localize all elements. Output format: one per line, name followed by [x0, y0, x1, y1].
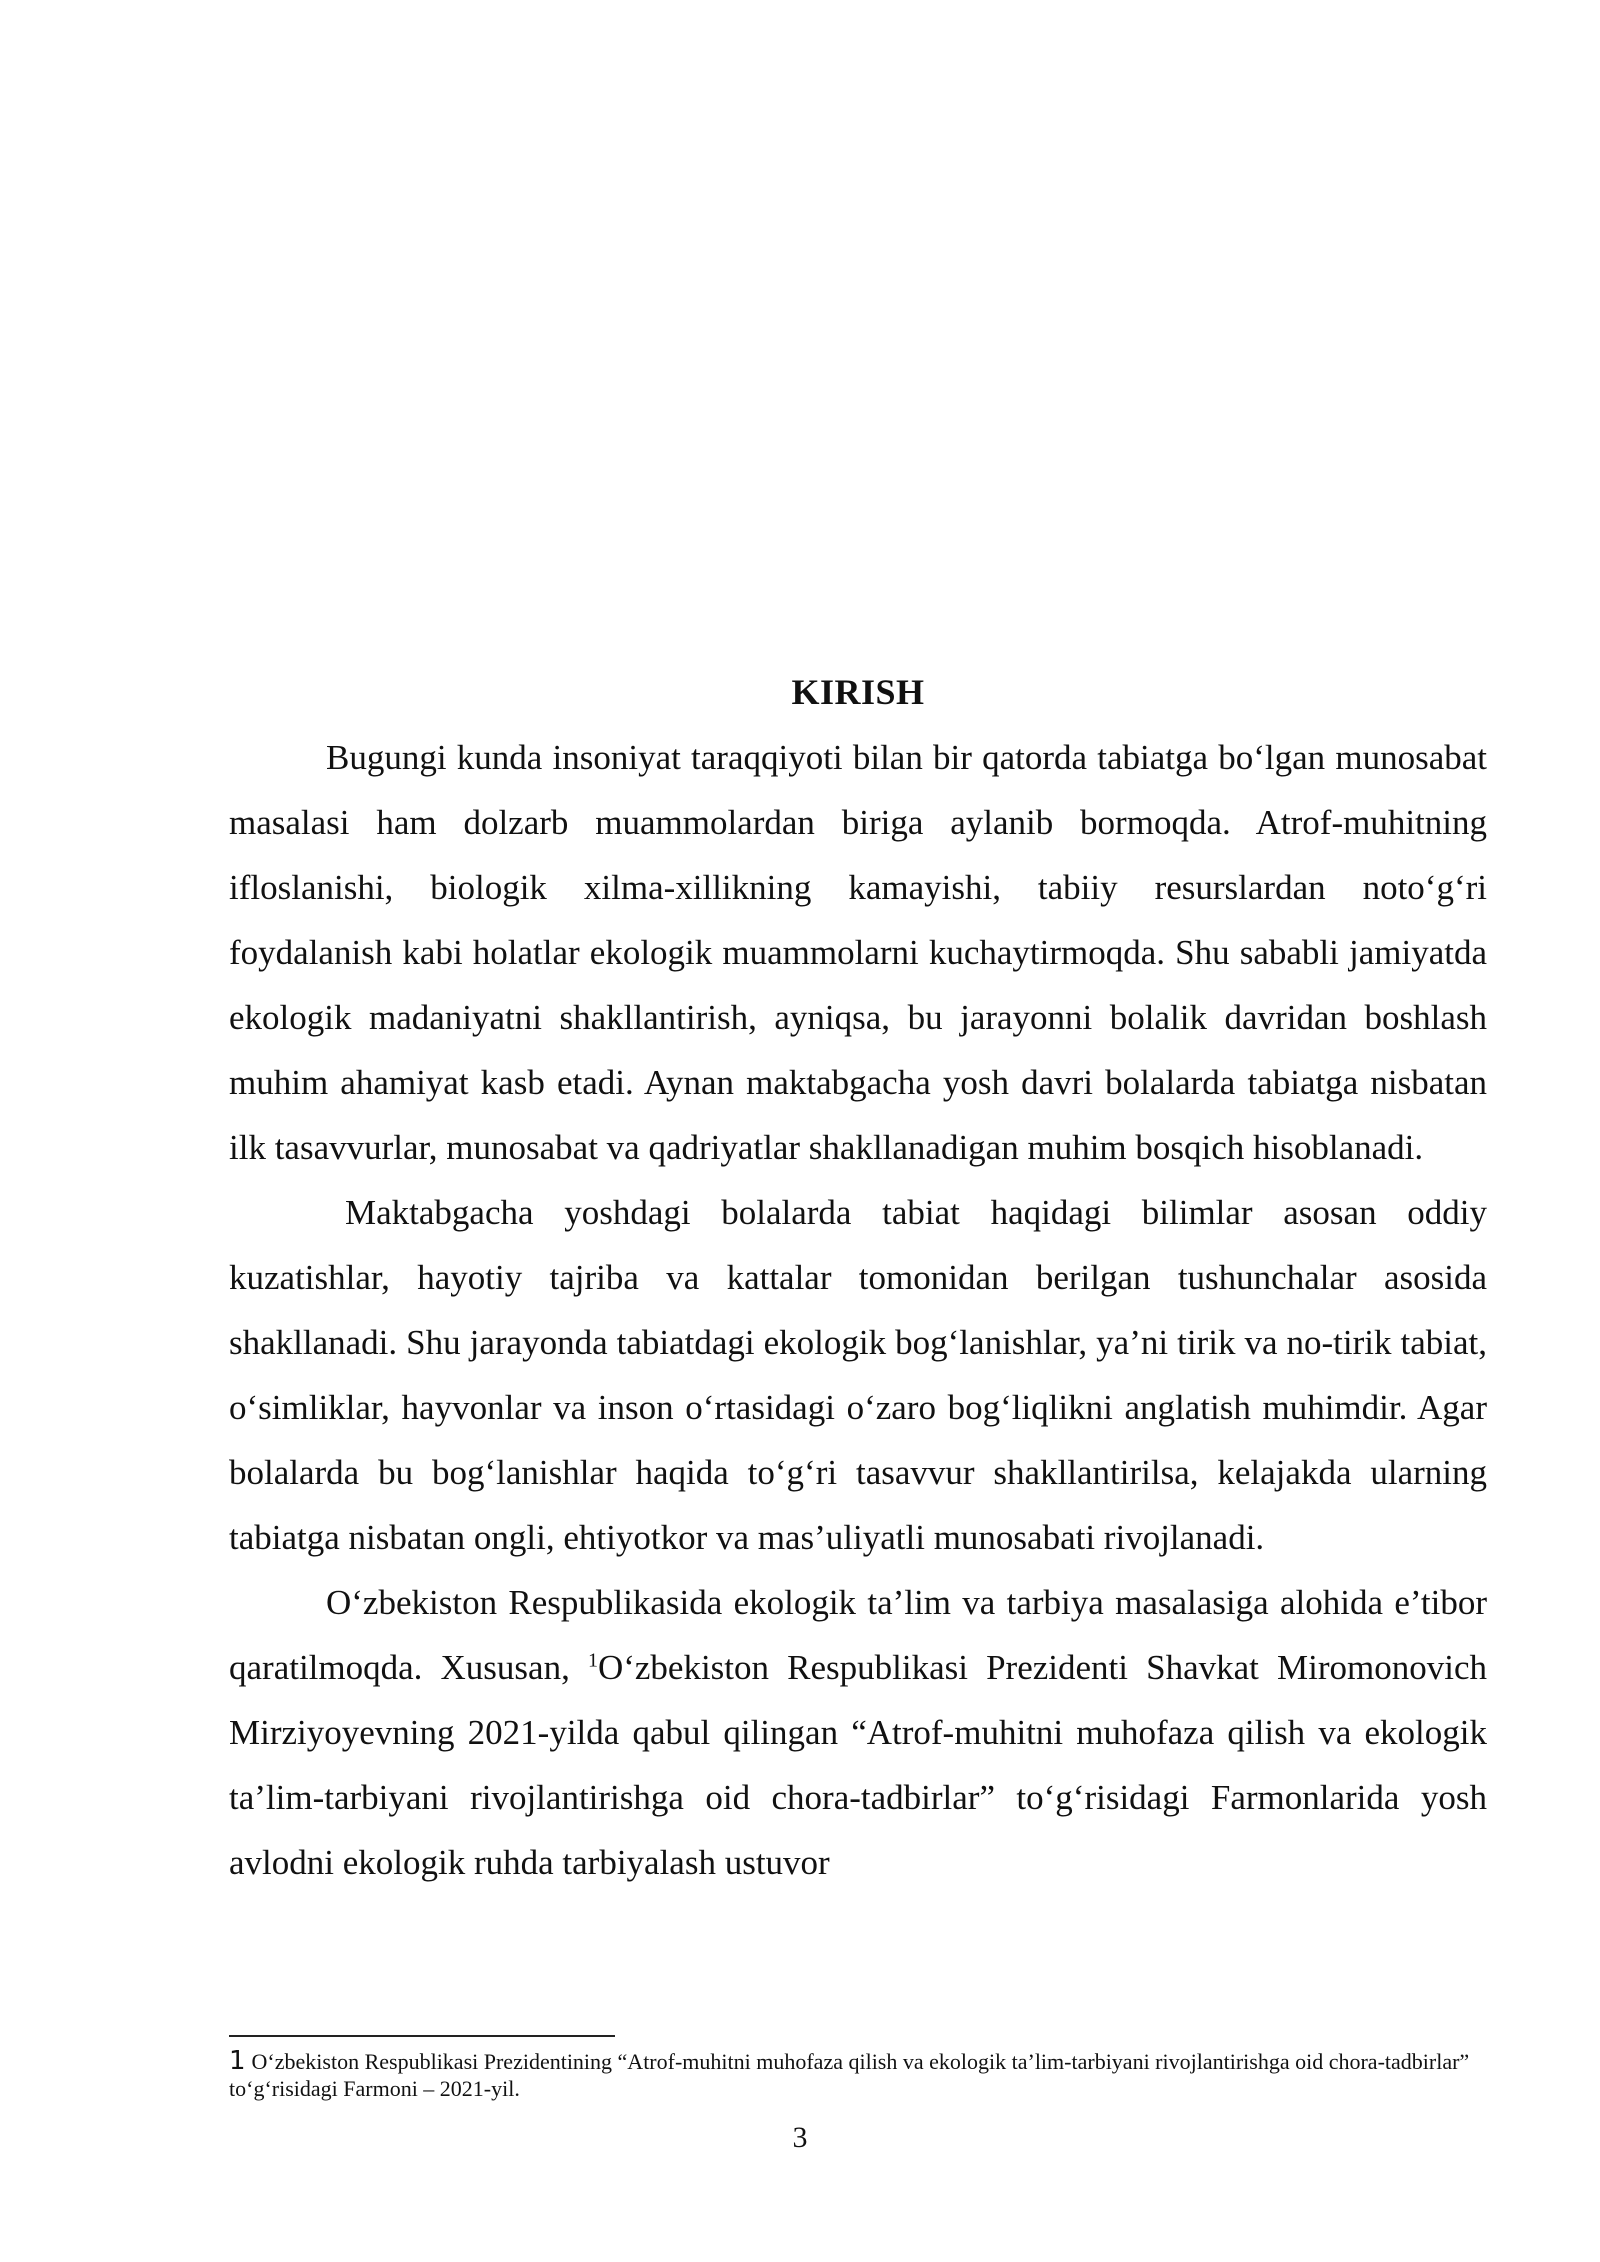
- page-number: 3: [792, 2121, 808, 2154]
- footnote-text: O‘zbekiston Respublikasi Prezidentining “Atrof-muhitni muhofaza qilish va ekologik ta’lim-tarbiyani rivojlantirishga oid chora-tadbirlar” to‘g‘risidagi Farmoni – 2021-yil.: [229, 2049, 1470, 2101]
- paragraph-uzbekistan: [229, 1570, 1487, 1895]
- paragraph-text-before-ref: O‘zbekiston Respublikasida ekologik ta’lim va tarbiya masalasiga alohida e’tibor qaratilmoqda. Xususan,: [229, 1583, 1487, 1687]
- footnote-separator: [229, 2035, 615, 2037]
- section-heading: KIRISH: [791, 672, 925, 712]
- footnote-number: 1: [229, 2046, 246, 2076]
- paragraph-preschool: Maktabgacha yoshdagi bolalarda tabiat haqidagi bilimlar asosan oddiy kuzatishlar, hayotiy tajriba va kattalar tomonidan berilgan tushunchalar asosida shakllanadi. Shu jarayonda tabiatdagi ekologik bog‘lanishlar, ya’ni tirik va no-tirik tabiat, o‘simliklar, hayvonlar va inson o‘rtasidagi o‘zaro bog‘liqlikni anglatish muhimdir. Agar bolalarda bu bog‘lanishlar haqida to‘g‘ri tasavvur shakllantirilsa, kelajakda ularning tabiatga nisbatan ongli, ehtiyotkor va mas’uliyatli munosabati rivojlanadi.: [229, 1193, 1487, 1557]
- paragraph-text-after-ref: O‘zbekiston Respublikasi Prezidenti Shavkat Miromonovich Mirziyoyevning 2021-yilda qabul qilingan “Atrof-muhitni muhofaza qilish va ekologik ta’lim-tarbiyani rivojlantirishga oid chora-tadbirlar” to‘g‘risidagi Farmonlarida yosh avlodni ekologik ruhda tarbiyalash ustuvor: [229, 1648, 1487, 1882]
- footnote: [229, 2048, 1487, 2102]
- paragraph-intro: Bugungi kunda insoniyat taraqqiyoti bilan bir qatorda tabiatga bo‘lgan munosabat masalasi ham dolzarb muammolardan biriga aylanib bormoqda. Atrof-muhitning ifloslanishi, biologik xilma-xillikning kamayishi, tabiiy resurslardan noto‘g‘ri foydalanish kabi holatlar ekologik muammolarni kuchaytirmoqda. Shu sababli jamiyatda ekologik madaniyatni shakllantirish, ayniqsa, bu jarayonni bolalik davridan boshlash muhim ahamiyat kasb etadi. Aynan maktabgacha yosh davri bolalarda tabiatga nisbatan ilk tasavvurlar, munosabat va qadriyatlar shakllanadigan muhim bosqich hisoblanadi.: [229, 738, 1487, 1167]
- footnote-reference-mark[interactable]: 1: [587, 1649, 598, 1672]
- body-text: [229, 667, 1487, 1895]
